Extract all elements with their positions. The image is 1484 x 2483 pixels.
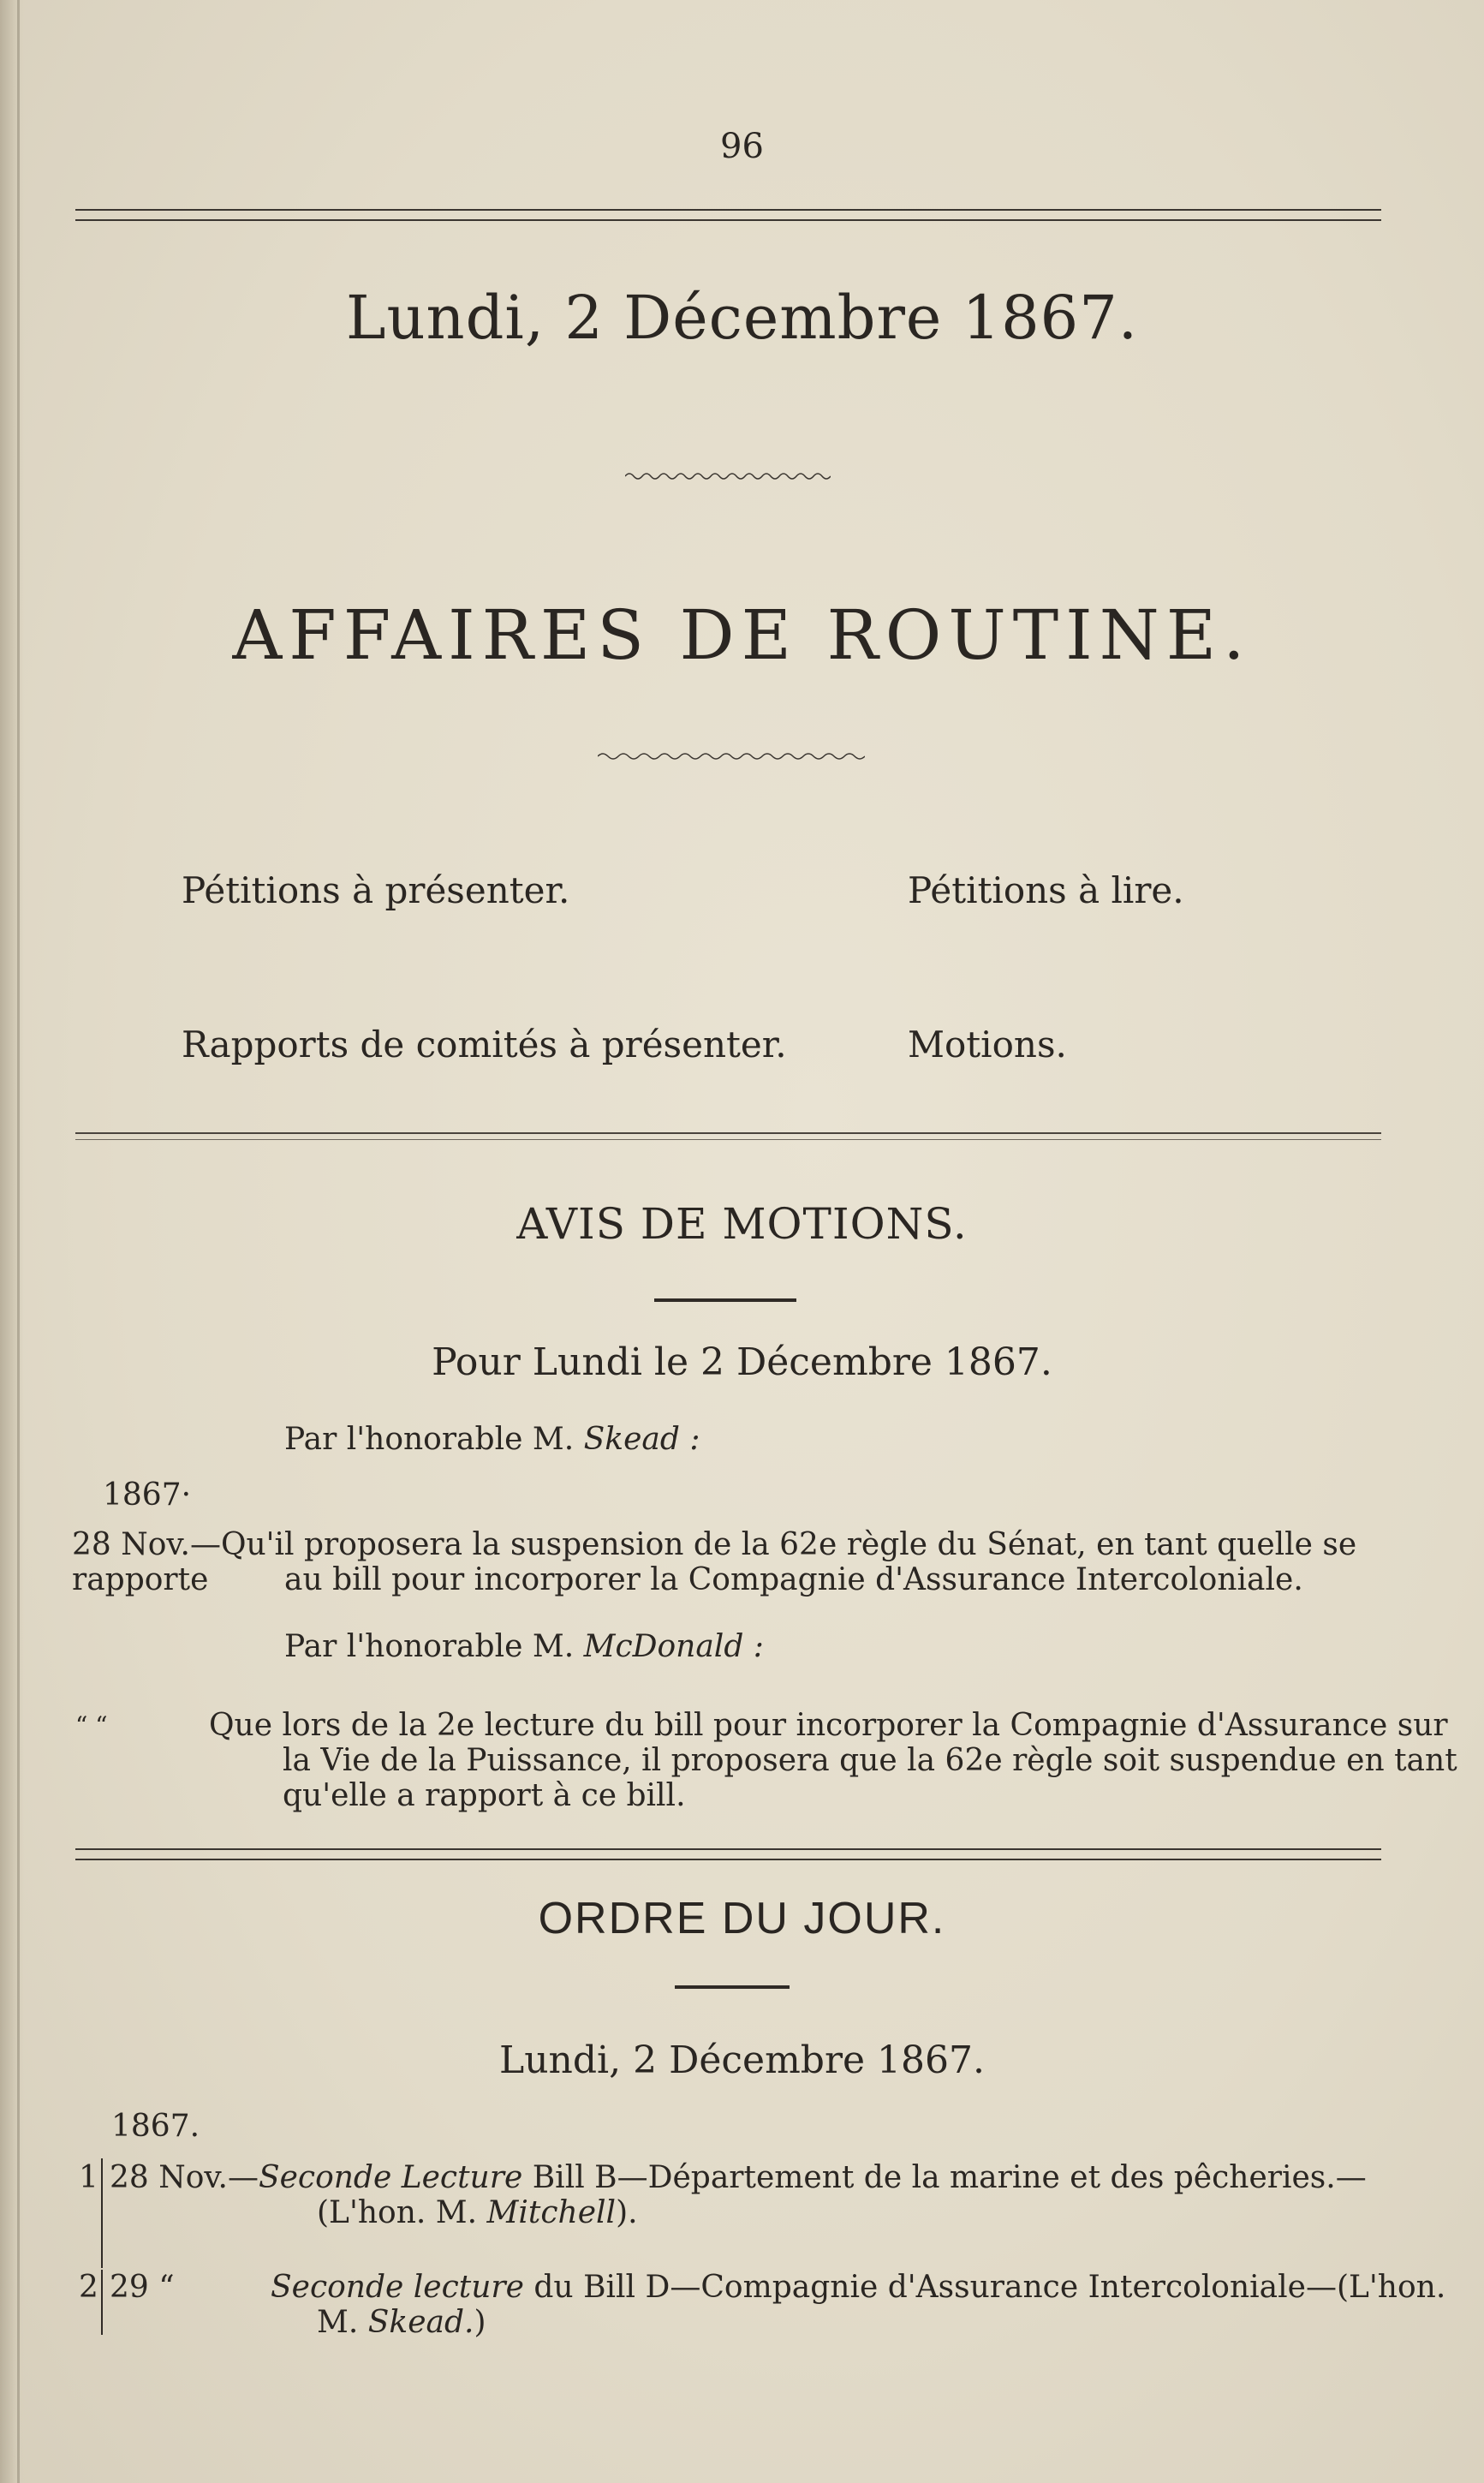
notices-year: 1867· bbox=[103, 1477, 192, 1513]
notice-text-line: qu'elle a rapport à ce bill. bbox=[283, 1778, 686, 1813]
notice-text-line: la Vie de la Puissance, il proposera que la 62e règle soit suspendue en tant bbox=[283, 1743, 1457, 1778]
sponsor-prefix: (L'hon. M. bbox=[317, 2195, 478, 2230]
routine-motions: Motions. bbox=[908, 1024, 1067, 1065]
notice-date: “ “ bbox=[75, 1711, 108, 1740]
routine-petitions-present: Pétitions à présenter. bbox=[182, 869, 570, 911]
date-heading: Lundi, 2 Décembre 1867. bbox=[345, 283, 1139, 353]
item-divider bbox=[101, 2270, 103, 2335]
item-divider bbox=[101, 2158, 103, 2268]
notice-text-line: Que lors de la 2e lecture du bill pour incorporer la Compagnie d'Assurance sur bbox=[209, 1708, 1448, 1743]
routine-petitions-read: Pétitions à lire. bbox=[908, 869, 1184, 911]
sponsor-suffix: ). bbox=[616, 2195, 638, 2230]
notice-text-line: au bill pour incorporer la Compagnie d'Assurance Intercoloniale. bbox=[284, 1562, 1303, 1597]
sponsor-name: Mitchell bbox=[486, 2195, 617, 2230]
order-date: Lundi, 2 Décembre 1867. bbox=[499, 2038, 985, 2082]
ornament-squiggle bbox=[598, 749, 865, 763]
notice-text-line: —Qu'il proposera la suspension de la 62e règle du Sénat, en tant quelle se rapporte bbox=[72, 1527, 1357, 1597]
ornament-squiggle bbox=[625, 469, 831, 483]
heading-underline bbox=[654, 1298, 796, 1302]
order-year: 1867. bbox=[111, 2109, 200, 2144]
order-item-sponsor bbox=[317, 2305, 486, 2340]
order-item-stage: Seconde lecture bbox=[271, 2270, 524, 2305]
sponsor-prefix: M. bbox=[317, 2305, 359, 2340]
notices-subtitle: Pour Lundi le 2 Décembre 1867. bbox=[432, 1340, 1052, 1384]
top-rule bbox=[75, 209, 1381, 221]
order-item-dash: — bbox=[227, 2160, 259, 2195]
order-item-bill: du Bill D—Compagnie d'Assurance Intercoloniale—(L'hon. bbox=[533, 2270, 1446, 2305]
heading-underline bbox=[675, 1985, 790, 1989]
order-item-date: 29 “ bbox=[110, 2270, 175, 2305]
mover-line bbox=[284, 1422, 700, 1457]
sponsor-name: Skead. bbox=[367, 2305, 474, 2340]
mover-name: McDonald : bbox=[583, 1629, 764, 1664]
order-item-line bbox=[271, 2270, 1445, 2305]
mover-name: Skead : bbox=[583, 1422, 700, 1457]
mover-line bbox=[284, 1629, 764, 1664]
order-heading: ORDRE DU JOUR. bbox=[538, 1894, 946, 1943]
order-item-date: 28 Nov. bbox=[110, 2160, 228, 2195]
order-item-bill: Bill B—Département de la marine et des pêcheries.— bbox=[532, 2160, 1367, 2195]
section-rule bbox=[75, 1132, 1381, 1140]
routine-reports-present: Rapports de comités à présenter. bbox=[182, 1024, 787, 1065]
sponsor-suffix: ) bbox=[474, 2305, 486, 2340]
notices-heading: AVIS DE MOTIONS. bbox=[516, 1199, 968, 1249]
notice-date: 28 Nov. bbox=[72, 1527, 190, 1562]
routine-heading: AFFAIRES DE ROUTINE. bbox=[232, 595, 1252, 675]
mover-prefix: Par l'honorable M. bbox=[284, 1629, 575, 1664]
order-item-stage: Seconde Lecture bbox=[258, 2160, 523, 2195]
section-rule bbox=[75, 1848, 1381, 1860]
order-item-number: 2 bbox=[79, 2270, 98, 2305]
order-item-line bbox=[110, 2160, 1367, 2195]
order-item-number: 1 bbox=[79, 2160, 98, 2195]
order-item-sponsor bbox=[317, 2195, 638, 2230]
page-number: 96 bbox=[720, 127, 764, 166]
mover-prefix: Par l'honorable M. bbox=[284, 1422, 575, 1457]
